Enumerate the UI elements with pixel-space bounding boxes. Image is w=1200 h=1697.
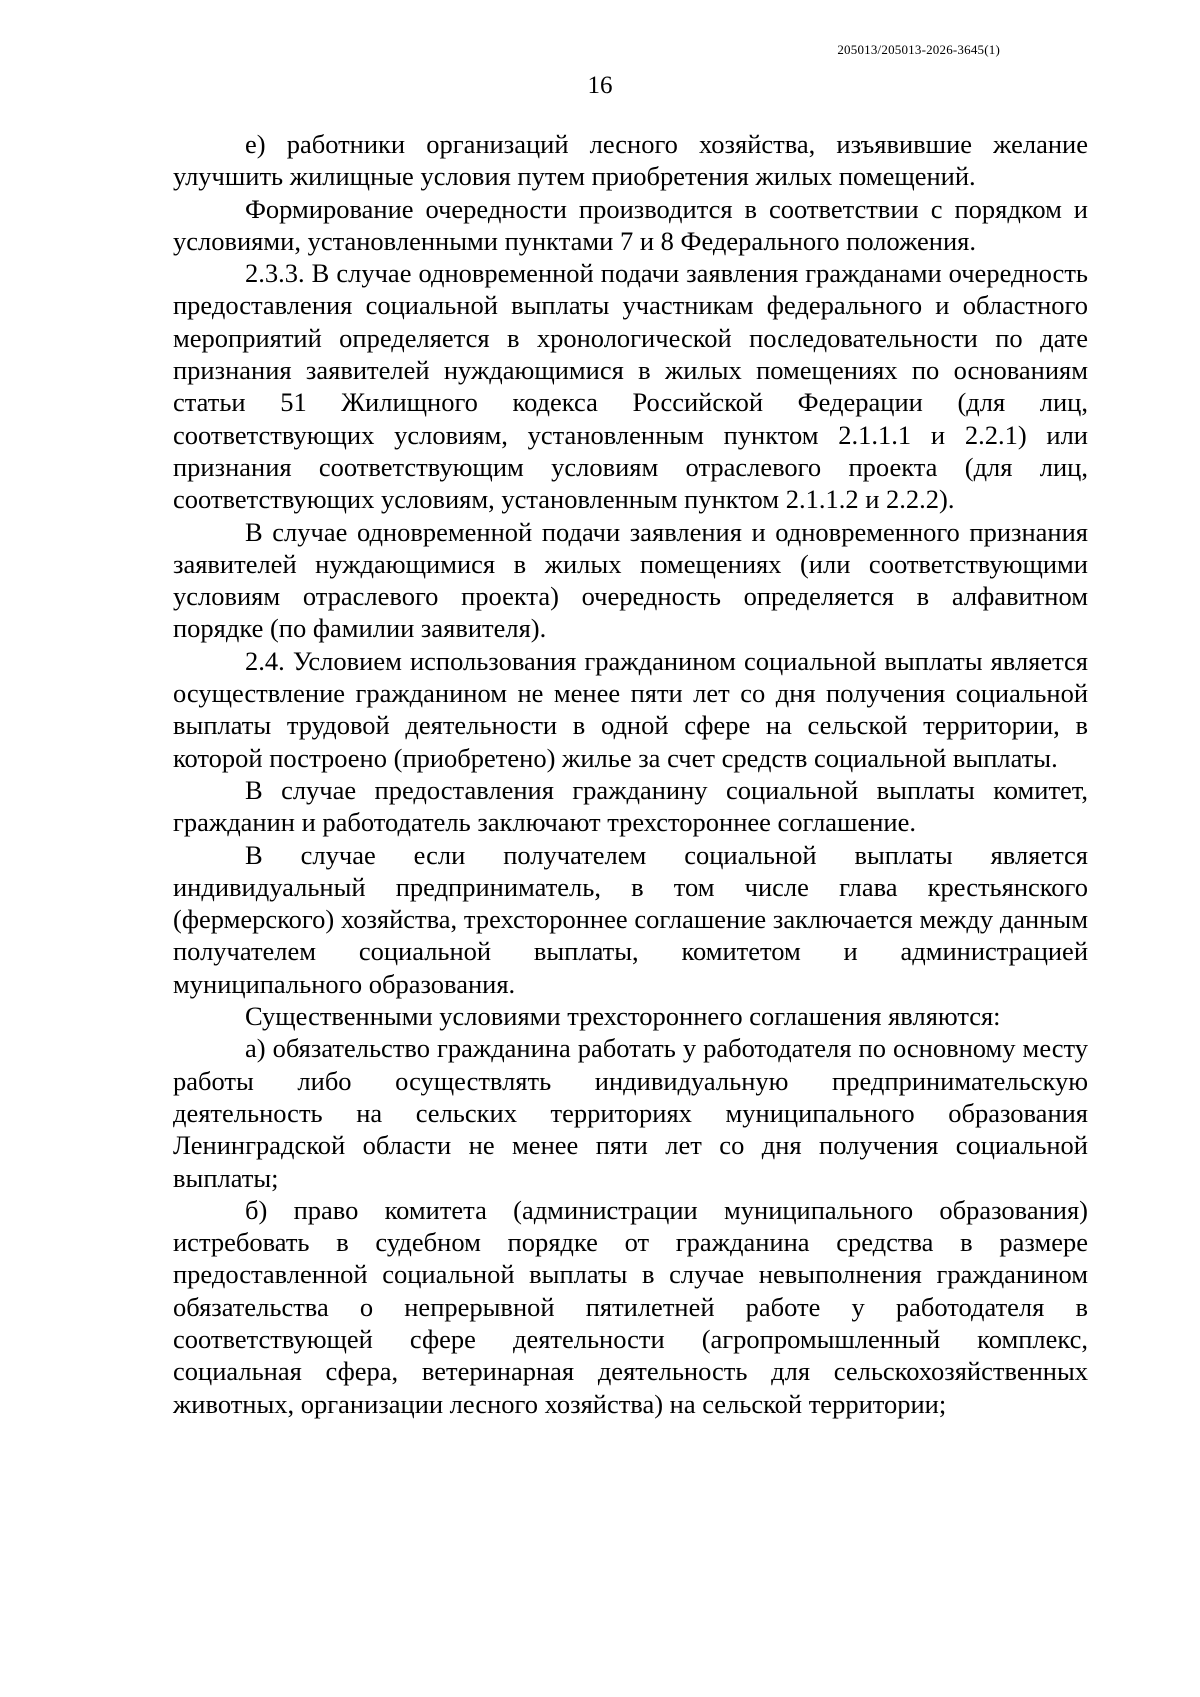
document-body [173, 128, 1088, 1420]
page-number: 16 [587, 72, 613, 99]
paragraph-alphabetical-order: В случае одновременной подачи заявления и одновременного признания заявителей нуждающимися в жилых помещениях (или соответствующими условиям отраслевого проекта) очередность определяется в алфавитном порядке (по фамилии заявителя). [173, 516, 1088, 644]
document-id: 205013/205013-2026-3645(1) [837, 42, 1000, 57]
paragraph-condition-a: а) обязательство гражданина работать у работодателя по основному месту работы либо осуществлять индивидуальную предпринимательскую деятельность на сельских территориях муниципального образования Ленинградской области не менее пяти лет со дня получения социальной выплаты; [173, 1033, 1088, 1193]
paragraph-entrepreneur: В случае если получателем социальной выплаты является индивидуальный предприниматель, в том числе глава крестьянского (фермерского) хозяйства, трехстороннее соглашение заключается между данным получателем социальной выплаты, комитетом и администрацией муниципального образования. [173, 839, 1088, 999]
paragraph-2-4: 2.4. Условием использования гражданином социальной выплаты является осуществление гражданином не менее пяти лет со дня получения социальной выплаты трудовой деятельности в одной сфере на сельской территории, в которой построено (приобретено) жилье за счет средств социальной выплаты. [173, 645, 1088, 773]
paragraph-essential-conditions: Существенными условиями трехстороннего соглашения являются: [245, 1001, 1001, 1032]
paragraph-queue-formation: Формирование очередности производится в соответствии с порядком и условиями, установленными пунктами 7 и 8 Федерального положения. [173, 193, 1088, 256]
paragraph-tripartite-agreement: В случае предоставления гражданину социальной выплаты комитет, гражданин и работодатель заключают трехстороннее соглашение. [173, 774, 1088, 838]
paragraph-condition-b: б) право комитета (администрации муниципального образования) истребовать в судебном порядке от гражданина средства в размере предоставленной социальной выплаты в случае невыполнения гражданином обязательства о непрерывной пятилетней работе у работодателя в соответствующей сфере деятельности (агропромышленный комплекс, социальная сфера, ветеринарная деятельность для сельскохозяйственных животных, организации лесного хозяйства) на сельской территории; [173, 1194, 1088, 1419]
paragraph-2-3-3: 2.3.3. В случае одновременной подачи заявления гражданами очередность предоставления социальной выплаты участникам федерального и областного мероприятий определяется в хронологической последовательности по дате признания заявителей нуждающимися в жилых помещениях по основаниям статьи 51 Жилищного кодекса Российской Федерации (для лиц, соответствующих условиям, установленным пунктом 2.1.1.1 и 2.2.1) или признания соответствующим условиям отраслевого проекта (для лиц, соответствующих условиям, установленным пунктом 2.1.1.2 и 2.2.2). [173, 258, 1088, 515]
paragraph-forestry-workers: е) работники организаций лесного хозяйства, изъявившие желание улучшить жилищные условия путем приобретения жилых помещений. [173, 129, 1088, 192]
